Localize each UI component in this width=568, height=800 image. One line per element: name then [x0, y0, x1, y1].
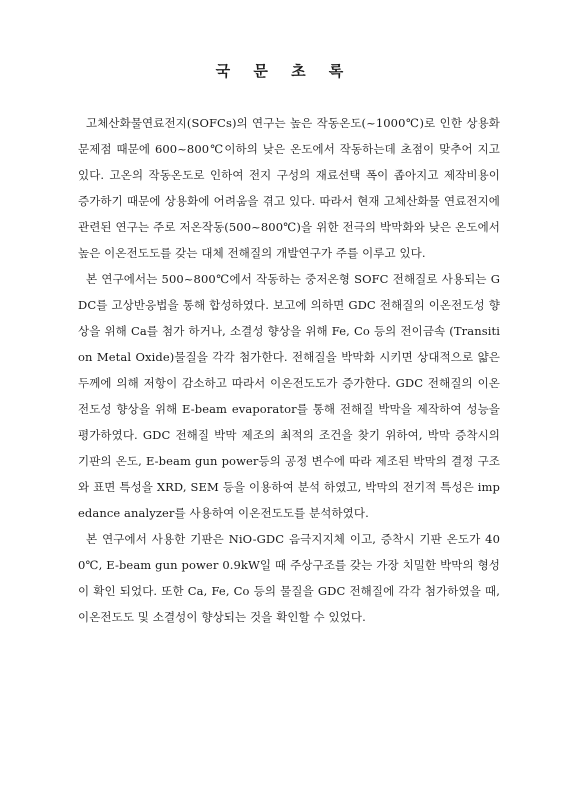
paragraph-2: 본 연구에서는 500~800℃에서 작동하는 중저온형 SOFC 전해질로 사용되는 GDC를 고상반응법을 통해 합성하였다. 보고에 의하면 GDC 전해질의 이온전도성 향상을 위해 Ca를 첨가 하거나, 소결성 향상을 위해 Fe, Co 등의 전이금속 (Transition Metal Oxide)물질을 각각 첨가한다. 전해질을 박막화 시키면 상대적으로 얇은 두께에 의해 저항이 감소하고 따라서 이온전도도가 증가한다. GDC 전해질의 이온전도성 향상을 위해 E-beam evaporator를 통해 전해질 박막을 제작하여 성능을 평가하였다. GDC 전해질 박막 제조의 최적의 조건을 찾기 위하여, 박막 증착시의 기판의 온도, E-beam gun power등의 공정 변수에 따라 제조된 박막의 결정 구조와 표면 특성을 XRD, SEM 등을 이용하여 분석 하였고, 박막의 전기적 특성은 impedance analyzer를 사용하여 이온전도도를 분석하였다. — [78, 272, 500, 520]
page-title: 국 문 초 록 — [215, 62, 353, 80]
paragraph-3: 본 연구에서 사용한 기판은 NiO-GDC 음극지지체 이고, 증착시 기판 온도가 400℃, E-beam gun power 0.9kW일 때 주상구조를 갖는 가장 치밀한 박막의 형성이 확인 되었다. 또한 Ca, Fe, Co 등의 물질을 GDC 전해질에 각각 첨가하였을 때, 이온전도도 및 소결성이 향상되는 것을 확인할 수 있었다. — [78, 532, 500, 624]
abstract-body — [78, 110, 500, 630]
paragraph-1: 고체산화물연료전지(SOFCs)의 연구는 높은 작동온도(~1000℃)로 인한 상용화 문제점 때문에 600~800℃이하의 낮은 온도에서 작동하는데 초점이 맞추어 지고 있다. 고온의 작동온도로 인하여 전지 구성의 재료선택 폭이 좁아지고 제작비용이 증가하기 때문에 상용화에 어려움을 겪고 있다. 따라서 현재 고체산화물 연료전지에 관련된 연구는 주로 저온작동(500~800℃)을 위한 전극의 박막화와 낮은 온도에서 높은 이온전도도를 갖는 대체 전해질의 개발연구가 주를 이루고 있다. — [78, 116, 500, 260]
